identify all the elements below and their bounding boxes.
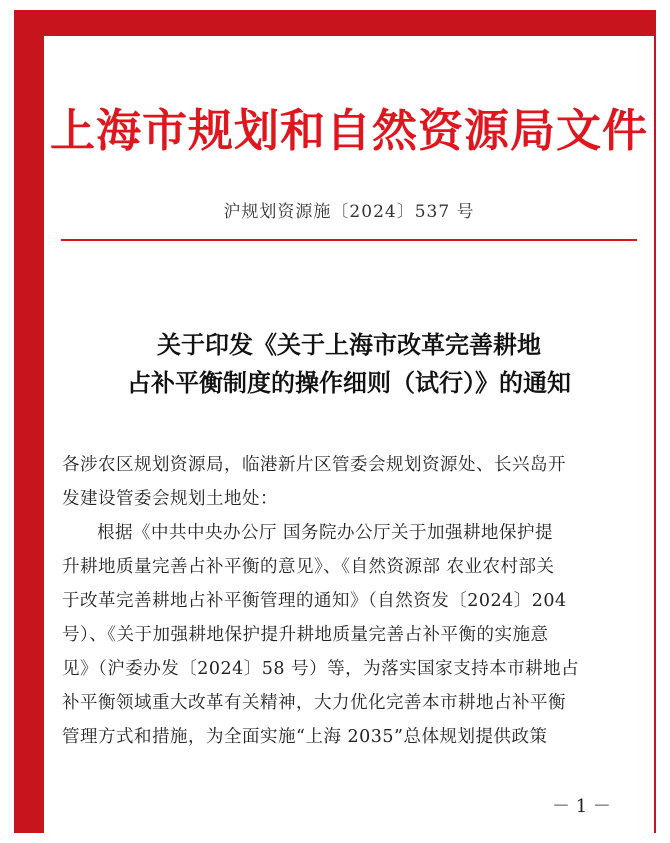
addressee-line: 各涉农区规划资源局，临港新片区管委会规划资源处、长兴岛开 (62, 455, 566, 475)
notice-title (44, 326, 654, 402)
red-border-frame (14, 10, 656, 833)
paragraph-line: 升耕地质量完善占补平衡的意见》、《自然资源部 农业农村部关 (62, 557, 555, 577)
paragraph-line: 于改革完善耕地占补平衡管理的通知》（自然资发〔2024〕204 (62, 591, 567, 611)
document-number: 沪规划资源施〔2024〕537 号 (223, 202, 475, 222)
paragraph-line: 见》（沪委办发〔2024〕58 号）等，为落实国家支持本市耕地占 (62, 659, 580, 679)
title-line-1: 关于印发《关于上海市改革完善耕地 (157, 330, 541, 359)
paragraph-line: 补平衡领域重大改革有关精神，大力优化完善本市耕地占补平衡 (62, 693, 566, 713)
paragraph-line: 号）、《关于加强耕地保护提升耕地质量完善占补平衡的实施意 (62, 625, 549, 645)
notice-body (62, 448, 644, 754)
document-page (44, 36, 654, 843)
title-line-2: 占补平衡制度的操作细则（试行）》的通知 (127, 368, 571, 397)
paragraph-line: 管理方式和措施，为全面实施“上海 2035”总体规划提供政策 (62, 727, 548, 747)
addressee-line: 发建设管委会规划土地处： (62, 489, 278, 509)
page-number: － 1 － (552, 796, 611, 817)
paragraph-line: 根据《中共中央办公厅 国务院办公厅关于加强耕地保护提 (97, 523, 554, 543)
agency-masthead: 上海市规划和自然资源局文件 (49, 104, 648, 157)
red-separator-line (61, 239, 637, 241)
